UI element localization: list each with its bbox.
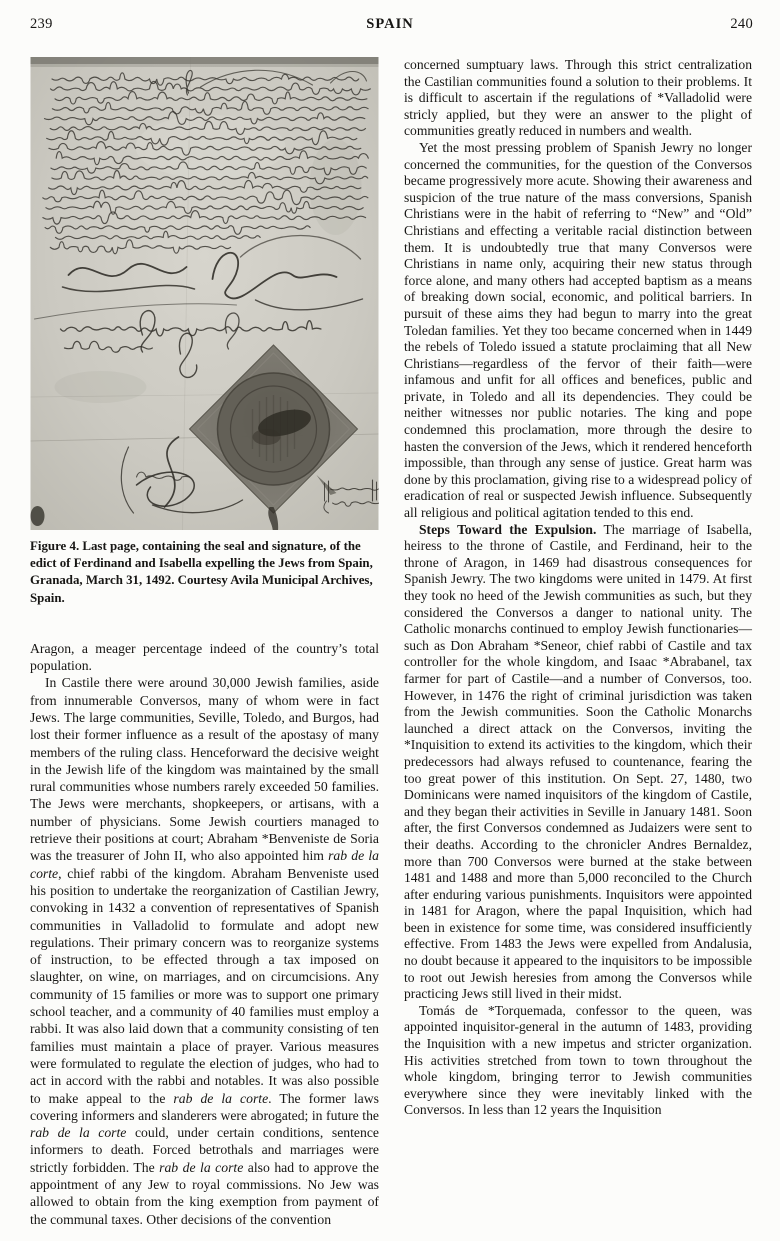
italic-phrase: rab de la corte (30, 1125, 127, 1141)
italic-phrase: rab de la corte (30, 848, 379, 881)
seal-dark-smudge-2 (253, 429, 281, 445)
page-title: SPAIN (366, 16, 414, 32)
text-segment: In Castile there were around 30,000 Jewish families, aside from innumerable Conversos, many of whom were in fact Jews. The large communities, Seville, Toledo, and Burgos, had lost their former influence as a result of the apostasy of many members of the ruling class. Henceforward the decisive weight in the Jewish life of the kingdom was maintained by the small rural communities whose numbers rarely exceeded 50 families. The Jews were merchants, shopkeepers, or artisans, with a number of physicians. Some Jewish courtiers managed to retrieve their positions at court; Abraham *Benveniste de Soria was the treasurer of John II, who also appointed him (30, 675, 379, 864)
figure-manuscript (30, 57, 379, 607)
text-segment: , chief rabbi of the kingdom. Abraham Benveniste used his position to undertake the reorganization of Castilian Jewry, convoking in 1432 a convention of representatives of Spanish communities in Valladolid to formulate and adopt new regulations. Their primary concern was to reorganize systems of instruction, to be effected through a tax imposed on slaughter, on wine, on marriages, and on circumcisions. Any community of 15 families or more was to support one primary school teacher, and a community of 40 families must employ a rabbi. It was also laid down that a community consisting of ten families must maintain a place of prayer. Various measures were formulated to regulate the election of judges, who had to act in accord with the rabbi and notables. It was also possible to make appeal to the (30, 865, 379, 1106)
left-column-text (30, 640, 379, 1228)
text-segment: also had to approve the appointment of any Jew to royal commissions. No Jew was allowed to obtain from the king exemption from payment of the communal taxes. Other decisions of the convention (30, 1159, 379, 1227)
manuscript-scan-image (30, 57, 379, 530)
italic-phrase: rab de la corte (159, 1159, 244, 1175)
scan-stain (55, 371, 147, 403)
bold-lead: Steps Toward the Expulsion. (419, 521, 597, 537)
text-segment: could, under certain conditions, sentence informers to death. Forced betrothals and marriages were strictly forbidden. The (30, 1125, 379, 1175)
paragraph (404, 1003, 752, 1119)
figure-caption: Figure 4. Last page, containing the seal and signature, of the edict of Ferdinand and Isabella expelling the Jews from Spain, Granada, March 31, 1492. Courtesy Avila Municipal Archives, Spain. (30, 539, 373, 605)
text-segment: concerned sumptuary laws. Through this strict centralization the Castilian communities found a solution to their problems. It is difficult to ascertain if the regulations of *Valladolid were stricly applied, but they were an answer to the plight of communities greatly reduced in numbers and wealth. (404, 57, 752, 139)
paragraph (404, 57, 752, 140)
italic-phrase: rab de la corte (173, 1090, 269, 1106)
paragraph (404, 140, 752, 522)
page-number-right: 240 (730, 16, 753, 32)
text-segment: Yet the most pressing problem of Spanish Jewry no longer concerned the communities, for the question of the Conversos became progressively more acute. Showing their awareness and suspicion of the true nature of the mass conversions, Spanish Christians were in the habit of referring to “New” and “Old” Christians and effecting a veritable racial distinction between them. It is undoubtedly true that many Conversos were Christians in name only, acquiring their new status through force alone, and many others had accepted baptism as a means of breaking down social, economic, and political barriers. In pursuit of these aims they had begun to marry into the great Toledan families. Yet they too became concerned when in 1449 the rebels of Toledo issued a statute proclaiming that all New Christians—regardless of the fervor of their faith—were infamous and unfit for all offices and benefices, public and private, in Toledo and all its dependencies. They could be neither witnesses nor public notaries. The king and pope condemned this proclamation, more through the desire to hasten the conversion of the Jews, which it rendered henceforth impossible, than through any sense of justice. Great harm was done by this proclamation, giving rise to a widespread policy of eradication of real or suspected Jewish influence. Subsequently all religious and political agitation tended to this end. (404, 139, 752, 521)
page-number-left: 239 (30, 16, 53, 32)
paragraph (30, 674, 379, 1228)
paragraph (30, 640, 379, 675)
text-segment: The marriage of Isabella, heiress to the throne of Castile, and Ferdinand, heir to the throne of Aragon, in 1469 had disastrous consequences for Spanish Jewry. The two kingdoms were united in 1479. At first they took no heed of the Jewish communities as such, but they considered the Conversos a danger to national unity. The Catholic monarchs continued to employ Jewish functionaries—such as Don Abraham *Seneor, chief rabbi of Castile and tax controller for the whole kingdom, and Isaac *Abrabanel, tax farmer for part of Castile—and a number of Conversos, too. However, in 1476 the right of criminal jurisdiction was taken from the Jewish communities. Soon the Catholic Monarchs launched a direct attack on the Conversos, inviting the *Inquisition to extend its activities to the kingdom, which their predecessors had always refused to countenance, fearing the too great power of this institution. On Sept. 27, 1480, two Dominicans were named inquisitors of the kingdom of Castile, and they began their activities in Seville in January 1481. Soon after, the first Conversos condemned as Judaizers were sent to their deaths. According to the chronicler Andres Bernaldez, more than 700 Conversos were burned at the stake between 1481 and 1488 and more than 5,000 reconciled to the Church after enduring various punishments. Inquisitors were appointed in 1481 for Aragon, where the papal Inquisition, which had been in existence for some time, was considered insufficiently effective. From 1483 the Jews were expelled from Andalusia, no doubt because it appeared to the inquisitors to be impossible to root out Jewish heresies from among the Conversos while practicing Jews still lived in their midst. (404, 521, 752, 1002)
scan-top-edge-fade (31, 64, 379, 67)
paragraph (404, 522, 752, 1003)
right-column-text (404, 57, 752, 1119)
text-segment: Tomás de *Torquemada, confessor to the queen, was appointed inquisitor-general in the autumn of 1483, providing the Inquisition with a new impetus and stricter organization. His activities stretched from town to town throughout the whole kingdom, bringing terror to Jewish communities everywhere since they were inevitably linked with the Conversos. In less than 12 years the Inquisition (404, 1002, 752, 1118)
left-column (30, 57, 379, 1228)
scan-top-edge (31, 57, 379, 64)
corner-ink-blot (31, 506, 45, 526)
text-segment: Aragon, a meager percentage indeed of the country’s total population. (30, 640, 379, 674)
text-segment: . The former laws covering informers and slanderers were abrogated; in future the (30, 1090, 379, 1123)
